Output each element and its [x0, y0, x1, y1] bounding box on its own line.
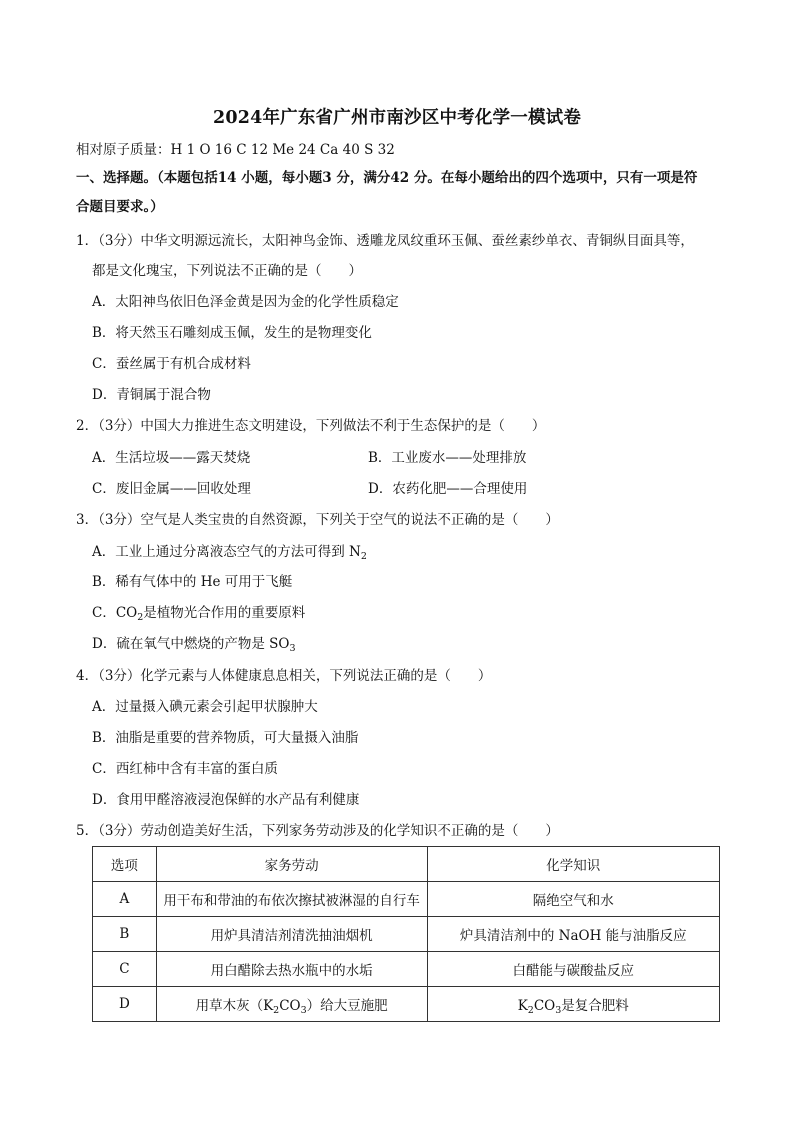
table-cell: B: [93, 917, 157, 952]
section-heading: 一、选择题。（本题包括14 小题，每小题3 分，满分42 分。在每小题给出的四个选项中，只有一项是符: [76, 170, 698, 186]
q1-stem-cont: 都是文化瑰宝，下列说法不正确的是（ ）: [92, 263, 362, 279]
q3-option-a: [92, 542, 367, 562]
table-cell: A: [93, 882, 157, 917]
table-row: [93, 952, 720, 987]
q5-stem: 5．（3分）劳动创造美好生活，下列家务劳动涉及的化学知识不正确的是（ ）: [76, 823, 559, 839]
q1-option-a: A．太阳神鸟依旧色泽金黄是因为金的化学性质稳定: [92, 294, 399, 310]
table-cell: 隔绝空气和水: [427, 882, 720, 917]
q4-stem: 4．（3分）化学元素与人体健康息息相关，下列说法正确的是（ ）: [76, 668, 492, 684]
q3-option-d-sub: 3: [289, 643, 296, 654]
q3-stem: 3．（3分）空气是人类宝贵的自然资源，下列关于空气的说法不正确的是（ ）: [76, 512, 559, 528]
table-cell: 炉具清洁剂中的 NaOH 能与油脂反应: [427, 917, 720, 952]
section-heading-cont: 合题目要求。）: [76, 199, 164, 215]
formula-sub: 2: [273, 1005, 280, 1016]
table-cell: C: [93, 952, 157, 987]
q3-option-d-text: D．硫在氧气中燃烧的产物是 SO: [92, 636, 290, 652]
q2-stem: 2．（3分）中国大力推进生态文明建设，下列做法不利于生态保护的是（ ）: [76, 418, 546, 434]
formula-sub: 3: [555, 1005, 562, 1016]
table-header-cell: 化学知识: [427, 847, 720, 882]
q4-option-d: D．食用甲醛溶液浸泡保鲜的水产品有利健康: [92, 792, 360, 808]
q3-option-c-pre: C．CO: [92, 605, 138, 621]
q2-option-d: D．农药化肥——合理使用: [368, 481, 528, 497]
q1-option-d: D．青铜属于混合物: [92, 387, 211, 403]
table-header-cell: 家务劳动: [156, 847, 427, 882]
q3-option-a-text: A．工业上通过分离液态空气的方法可得到 N: [92, 544, 361, 560]
table-row: [93, 917, 720, 952]
table-row: [93, 882, 720, 917]
q3-option-d: [92, 634, 295, 654]
table-row: [93, 987, 720, 1022]
formula-text: CO: [533, 998, 556, 1014]
q2-option-c: C．废旧金属——回收处理: [92, 481, 251, 497]
table-cell: 用炉具清洁剂清洗抽油烟机: [156, 917, 427, 952]
q3-option-a-sub: 2: [360, 551, 367, 562]
q4-option-c: C．西红柿中含有丰富的蛋白质: [92, 761, 278, 777]
q2-option-a: A．生活垃圾——露天焚烧: [92, 450, 251, 466]
q4-option-b: B．油脂是重要的营养物质，可大量摄入油脂: [92, 730, 359, 746]
formula-sub: 3: [300, 1005, 307, 1016]
formula-text: ）给大豆施肥: [306, 998, 388, 1014]
table-cell: 用白醋除去热水瓶中的水垢: [156, 952, 427, 987]
table-cell: [156, 987, 427, 1022]
q3-option-b: B．稀有气体中的 He 可用于飞艇: [92, 574, 293, 590]
formula-sub: 2: [527, 1005, 534, 1016]
table-header-cell: 选项: [93, 847, 157, 882]
q1-option-b: B．将天然玉石雕刻成玉佩，发生的是物理变化: [92, 325, 372, 341]
formula-text: CO: [279, 998, 301, 1014]
exam-title: 2024年广东省广州市南沙区中考化学一模试卷: [212, 108, 582, 128]
table-cell: D: [93, 987, 157, 1022]
q2-option-b: B．工业废水——处理排放: [368, 450, 527, 466]
q1-stem: 1．（3分）中华文明源远流长，太阳神鸟金饰、透雕龙凤纹重环玉佩、蚕丝素纱单衣、青铜纵目面具等，: [76, 233, 694, 249]
formula-text: 用草木灰（K: [195, 998, 274, 1014]
q3-option-c: [92, 603, 305, 623]
table-cell: [427, 987, 720, 1022]
atomic-mass-line: 相对原子质量：H 1 O 16 C 12 Me 24 Ca 40 S 32: [76, 142, 395, 158]
formula-text: 是复合肥料: [561, 998, 629, 1014]
q5-table: [92, 846, 720, 1022]
q4-option-a: A．过量摄入碘元素会引起甲状腺肿大: [92, 699, 318, 715]
q3-option-c-post: 是植物光合作用的重要原料: [143, 605, 306, 621]
q1-option-c: C．蚕丝属于有机合成材料: [92, 356, 251, 372]
formula-text: K: [517, 998, 528, 1014]
table-cell: 白醋能与碳酸盐反应: [427, 952, 720, 987]
q3-option-c-sub: 2: [137, 612, 144, 623]
table-header-row: [93, 847, 720, 882]
table-cell: 用干布和带油的布依次擦拭被淋湿的自行车: [156, 882, 427, 917]
